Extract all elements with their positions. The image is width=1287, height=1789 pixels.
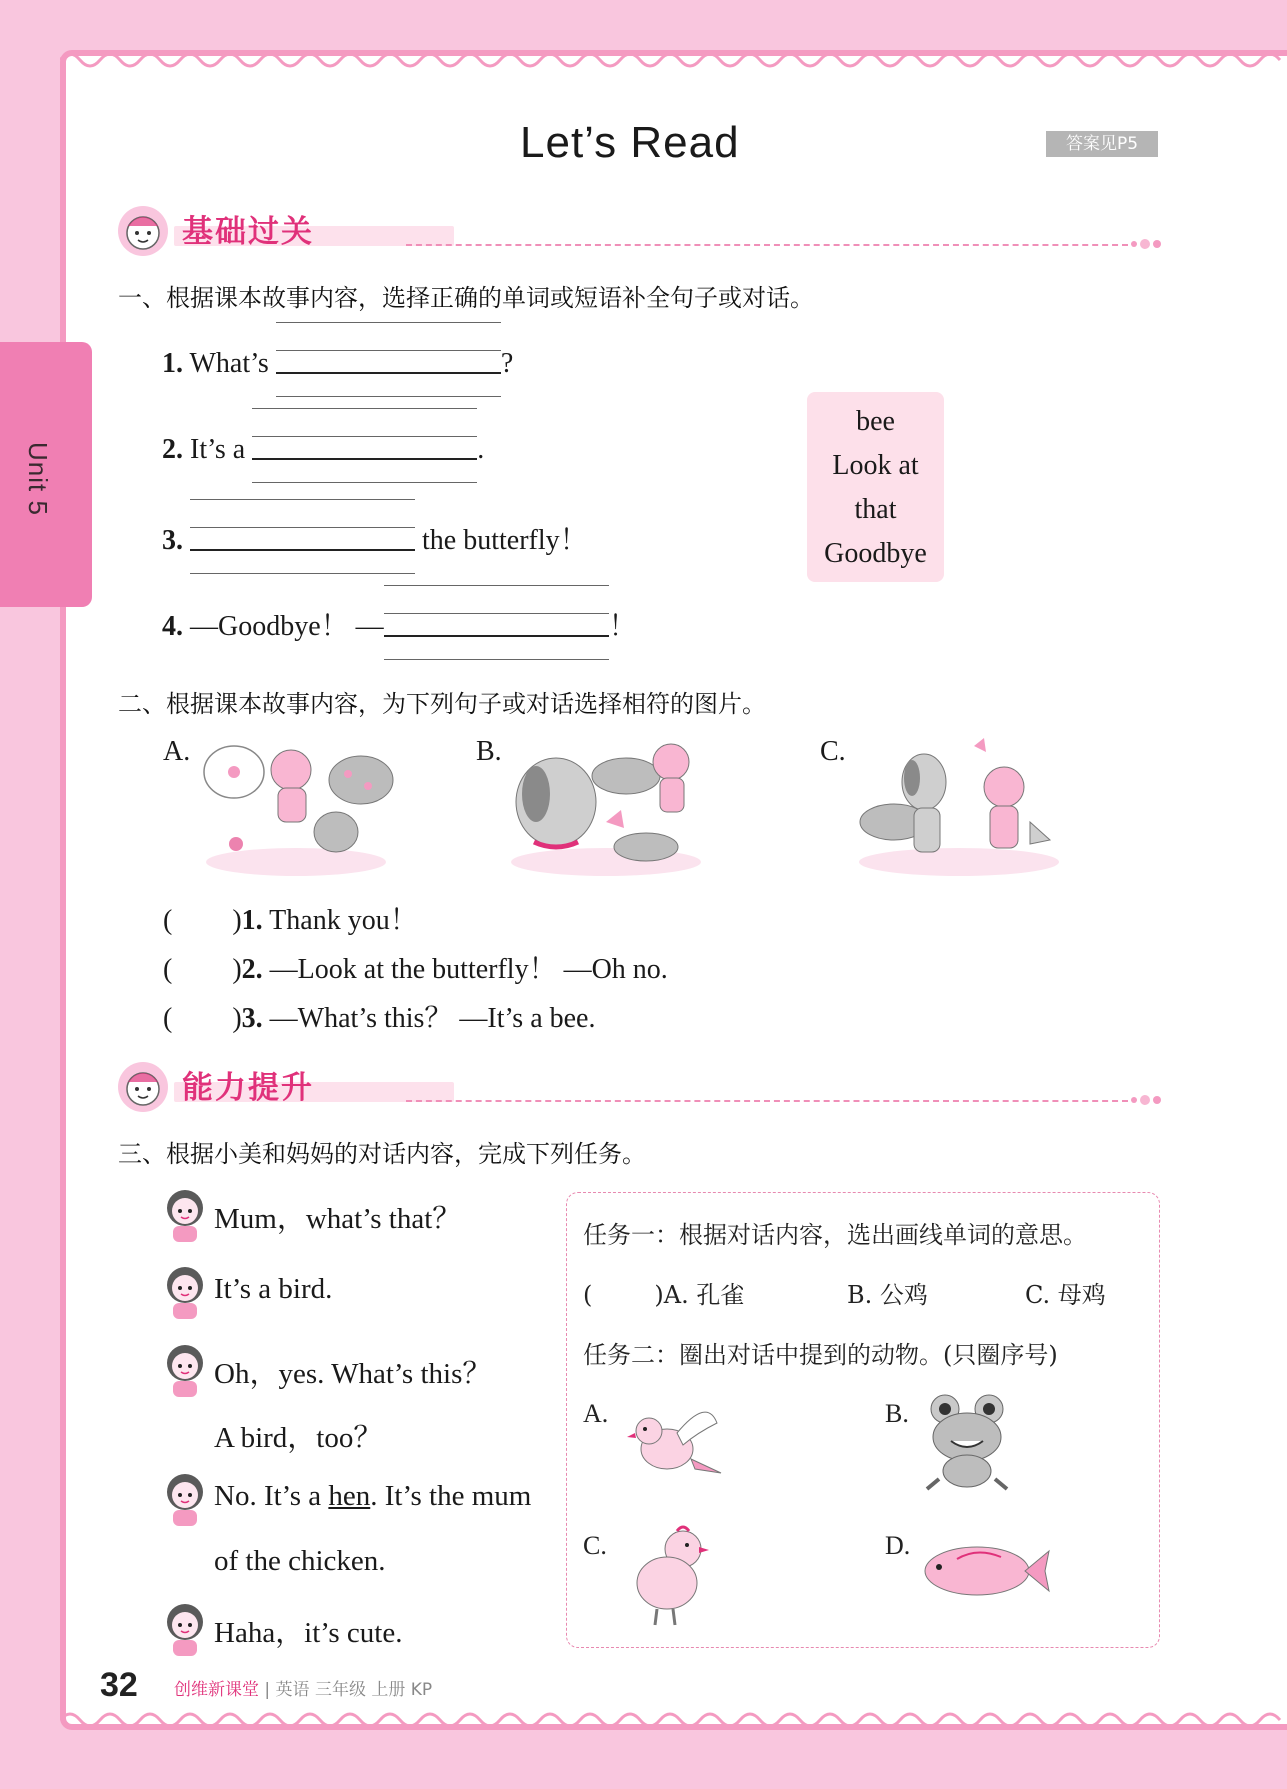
q1-item-2 — [162, 432, 484, 466]
item-text-before: —Goodbye！ — — [190, 611, 384, 642]
girl-avatar-icon — [162, 1186, 208, 1244]
section-header-basic — [116, 200, 1160, 260]
dots-decoration-icon — [1128, 1092, 1164, 1108]
animal-label-c[interactable]: C. — [583, 1531, 607, 1560]
word-bank-item: bee — [856, 406, 895, 437]
answer-blank[interactable] — [190, 523, 415, 555]
unit-tab-label: Unit 5 — [23, 442, 53, 516]
answer-blank[interactable] — [276, 346, 501, 378]
underlined-word: hen — [328, 1480, 371, 1512]
q2-item-3 — [163, 996, 596, 1036]
item-number: 2. — [162, 434, 183, 465]
paren-close: ) — [232, 1003, 242, 1034]
word-bank-item: that — [854, 494, 897, 525]
option-c[interactable]: C. 母鸡 — [1025, 1281, 1106, 1309]
q1-item-3 — [162, 518, 588, 558]
item-text: —What’s this？ —It’s a bee. — [269, 1003, 596, 1034]
section-label: 基础过关 — [182, 214, 314, 250]
story-picture-b-icon — [506, 732, 706, 882]
paren-open: ( — [163, 954, 173, 985]
word-bank-item: Look at — [832, 450, 919, 481]
girl-avatar-icon — [162, 1263, 208, 1321]
item-number: 3. — [162, 525, 183, 556]
item-text-before: What’s — [189, 348, 269, 379]
frog-icon[interactable] — [919, 1389, 1015, 1493]
animal-label-b[interactable]: B. — [885, 1399, 909, 1428]
wavy-border-bottom — [60, 1708, 1287, 1732]
paren-open: ( — [163, 905, 173, 936]
girl-avatar-icon — [162, 1470, 208, 1528]
mascot-icon — [116, 1060, 170, 1114]
q2-item-1 — [163, 898, 418, 938]
girl-avatar-icon — [162, 1600, 208, 1658]
item-text-after: . — [477, 434, 485, 465]
dialogue-text-part: No. It’s a — [214, 1480, 329, 1512]
page-title: Let’s Read — [520, 118, 740, 167]
item-number: 3. — [241, 1003, 263, 1034]
dialogue-text: Haha，it’s cute. — [214, 1617, 403, 1649]
question-2-title: 二、根据课本故事内容，为下列句子或对话选择相符的图片。 — [118, 690, 766, 718]
dots-decoration-icon — [1128, 236, 1164, 252]
section-header-advanced — [116, 1056, 1160, 1116]
section-divider — [406, 244, 1128, 246]
q2-item-2 — [163, 947, 668, 987]
q1-item-4 — [162, 604, 637, 644]
paren-close: ) — [232, 954, 242, 985]
bird-icon[interactable] — [617, 1393, 727, 1489]
dialogue-text — [214, 1480, 531, 1513]
question-3-title: 三、根据小美和妈妈的对话内容，完成下列任务。 — [118, 1140, 646, 1168]
picture-label-b: B. — [476, 736, 502, 767]
word-bank-item: Goodbye — [824, 538, 927, 569]
girl-avatar-icon — [162, 1341, 208, 1399]
word-bank — [807, 392, 944, 582]
story-picture-a-icon — [196, 732, 396, 882]
paren-close: ) — [232, 905, 242, 936]
q1-item-1 — [162, 346, 513, 380]
item-number: 1. — [162, 348, 183, 379]
answer-blank[interactable] — [252, 432, 477, 464]
dialogue-text-part: . It’s the mum — [370, 1480, 532, 1512]
task-1-options — [583, 1275, 744, 1310]
item-text-after: ！ — [608, 611, 637, 642]
answer-blank[interactable] — [384, 609, 609, 641]
footer-details: 英语 三年级 上册 KP — [275, 1680, 433, 1700]
wavy-border-top — [60, 48, 1287, 72]
item-number: 2. — [241, 954, 263, 985]
dialogue-text: Mum，what’s that？ — [214, 1203, 462, 1235]
dialogue-text: It’s a bird. — [214, 1273, 333, 1305]
footer-brand: 创维新课堂 — [174, 1680, 259, 1700]
item-text-after: the butterfly！ — [422, 525, 588, 556]
animal-label-d[interactable]: D. — [885, 1531, 911, 1560]
page-number: 32 — [100, 1666, 138, 1704]
question-1-title: 一、根据课本故事内容，选择正确的单词或短语补全句子或对话。 — [118, 284, 814, 312]
item-number: 1. — [241, 905, 263, 936]
section-label: 能力提升 — [182, 1070, 314, 1106]
item-text: Thank you！ — [269, 905, 418, 936]
footer-info — [174, 1675, 432, 1700]
story-picture-c-icon — [854, 732, 1064, 882]
dialogue-text: of the chicken. — [214, 1545, 386, 1577]
paren-open: ( — [583, 1281, 593, 1309]
fish-icon[interactable] — [917, 1533, 1053, 1609]
picture-label-c: C. — [820, 736, 846, 767]
task-1-title: 任务一：根据对话内容，选出画线单词的意思。 — [583, 1221, 1087, 1249]
option-a[interactable]: A. 孔雀 — [663, 1281, 745, 1309]
item-text: —Look at the butterfly！ —Oh no. — [269, 954, 668, 985]
paren-close: ) — [654, 1281, 664, 1309]
item-number: 4. — [162, 611, 183, 642]
paren-open: ( — [163, 1003, 173, 1034]
mascot-icon — [116, 204, 170, 258]
option-b[interactable]: B. 公鸡 — [847, 1281, 928, 1309]
item-text-before: It’s a — [190, 434, 246, 465]
task-box — [566, 1192, 1160, 1648]
answer-reference-tag: 答案见P5 — [1046, 131, 1158, 157]
footer-separator: | — [264, 1680, 271, 1700]
dialogue-text: Oh，yes. What’s this？ — [214, 1358, 492, 1390]
task-2-title: 任务二：圈出对话中提到的动物。(只圈序号) — [583, 1341, 1058, 1369]
picture-label-a: A. — [163, 736, 191, 767]
item-text-after: ? — [500, 348, 514, 379]
unit-tab — [0, 342, 92, 607]
chick-icon[interactable] — [625, 1523, 717, 1633]
dialogue-text: A bird，too？ — [214, 1422, 383, 1454]
section-divider — [406, 1100, 1128, 1102]
animal-label-a[interactable]: A. — [583, 1399, 609, 1428]
